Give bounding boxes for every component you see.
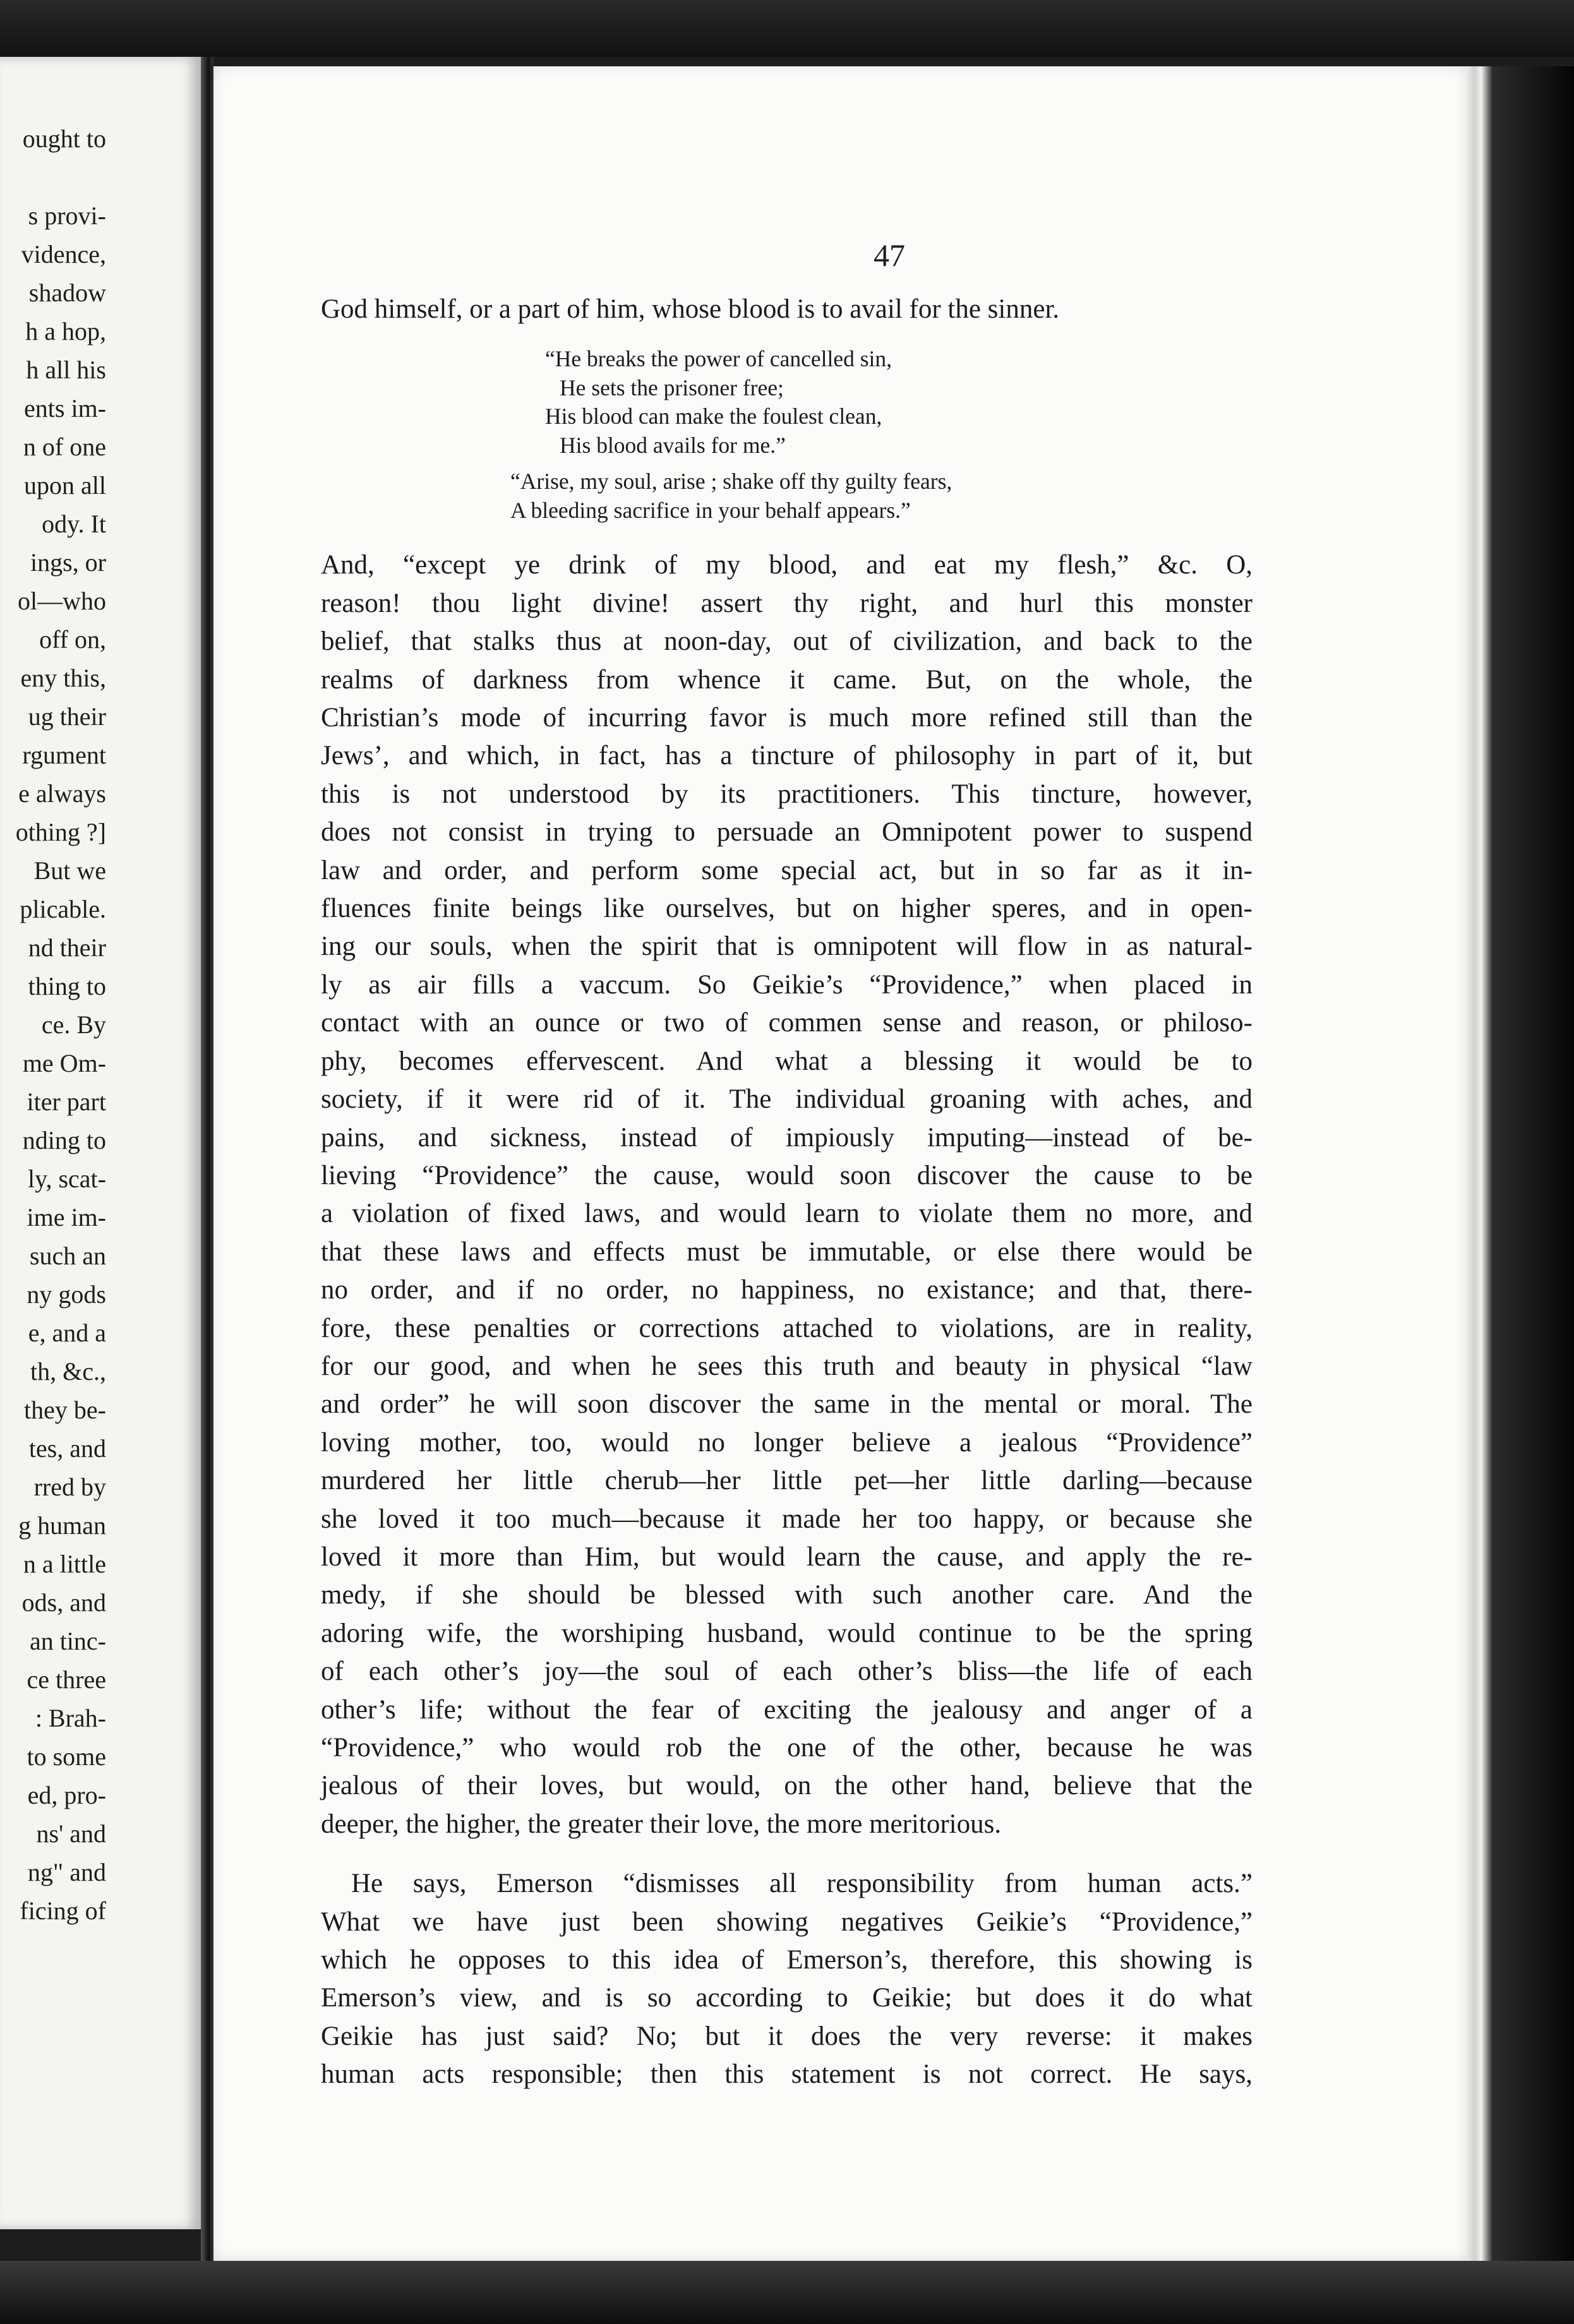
scan-bottom-edge [0, 2261, 1574, 2324]
left-page-fragment: nd their [28, 933, 106, 962]
book-gutter [201, 57, 213, 2267]
left-page-fragment: n of one [23, 433, 106, 461]
text-line: deeper, the higher, the greater their love, the more meritorious. [321, 1809, 1002, 1839]
text-line: of each other’s joy—the soul of each other’s bliss—the life of each [321, 1656, 1253, 1687]
left-page-fragment: ents im- [24, 394, 106, 422]
left-page-fragment: off on, [39, 625, 106, 654]
left-page-fragment: rred by [33, 1473, 106, 1501]
left-page-fragment: ody. It [42, 510, 106, 538]
left-page-fragment: an tinc- [29, 1627, 106, 1655]
left-page-fragment: thing to [28, 972, 106, 1000]
text-line: society, if it were rid of it. The individual groaning with aches, and [321, 1084, 1253, 1115]
paragraph-2 [321, 1865, 1253, 2093]
left-page-fragment: ny gods [27, 1280, 106, 1309]
left-page-fragment: upon all [24, 471, 106, 500]
left-page-fragment: n a little [23, 1550, 106, 1578]
left-page-fragment: ug their [28, 702, 106, 731]
text-line: that these laws and effects must be immutable, or else there would be [321, 1237, 1253, 1267]
left-page-fragment: e always [18, 779, 106, 808]
text-line: does not consist in trying to persuade an Omnipotent power to suspend [321, 817, 1253, 848]
text-line: Geikie has just said? No; but it does the very reverse: it makes [321, 2021, 1253, 2051]
left-page-fragment: th, &c., [30, 1357, 106, 1386]
left-page-fragment: But we [33, 856, 106, 885]
page-stack-edge [1467, 66, 1574, 2324]
text-line: loving mother, too, would no longer believe a jealous “Providence” [321, 1427, 1253, 1458]
left-page-fragment: g human [18, 1511, 106, 1540]
text-line: He says, Emerson “dismisses all responsibility from human acts.” [351, 1869, 1253, 1899]
left-page-fragment: rgument [22, 741, 106, 769]
opening-line: God himself, or a part of him, whose blood is to avail for the sinner. [321, 294, 1060, 324]
left-page-fragment: : Brah- [35, 1704, 106, 1732]
verse-line: He sets the prisoner free; [560, 374, 784, 400]
text-line: Jews’, and which, in fact, has a tincture of philosophy in part of it, but [321, 741, 1253, 771]
text-line: phy, becomes effervescent. And what a blessing it would be to [321, 1046, 1253, 1076]
text-line: other’s life; without the fear of exciting the jealousy and anger of a [321, 1694, 1253, 1725]
left-page-fragment: shadow [28, 279, 106, 307]
left-page-fragment: ly, scat- [27, 1165, 106, 1193]
text-line: contact with an ounce or two of commen sense and reason, or philoso- [321, 1008, 1253, 1038]
text-line: no order, and if no order, no happiness, no existance; and that, there- [321, 1275, 1253, 1305]
left-page-fragment: othing ?] [15, 818, 106, 846]
left-page-fragment: they be- [24, 1396, 106, 1424]
left-page-fragment: ns' and [36, 1819, 106, 1848]
text-line: loved it more than Him, but would learn the cause, and apply the re- [321, 1542, 1253, 1572]
text-line: and order” he will soon discover the same in the mental or moral. The [321, 1389, 1253, 1420]
text-line: What we have just been showing negatives Geikie’s “Providence,” [321, 1907, 1253, 1937]
verse-line: His blood can make the foulest clean, [545, 404, 882, 429]
text-line: reason! thou light divine! assert thy right, and hurl this monster [321, 588, 1253, 618]
text-line: “Providence,” who would rob the one of the other, because he was [321, 1733, 1253, 1763]
text-line: ly as air fills a vaccum. So Geikie’s “Providence,” when placed in [321, 969, 1253, 1000]
scan-top-edge [0, 0, 1574, 57]
verse-line: A bleeding sacrifice in your behalf appears.” [510, 497, 911, 523]
left-page-fragment: such an [29, 1242, 106, 1270]
text-line: fluences finite beings like ourselves, but on higher speres, and in open- [321, 894, 1253, 924]
text-line: murdered her little cherub—her little pet—her little darling—because [321, 1466, 1253, 1496]
hymn-verse [321, 345, 1253, 525]
left-page-fragment: nding to [22, 1126, 106, 1154]
left-page-fragment: ings, or [30, 548, 106, 577]
verse-line: “Arise, my soul, arise ; shake off thy guilty fears, [510, 469, 952, 494]
text-line: Christian’s mode of incurring favor is much more refined still than the [321, 703, 1253, 733]
left-page-fragment: me Om- [22, 1049, 106, 1077]
left-page-fragment: ime im- [27, 1203, 106, 1231]
text-line: ing our souls, when the spirit that is omnipotent will flow in as natural- [321, 931, 1253, 962]
paragraph-1 [321, 546, 1253, 1843]
text-line: for our good, and when he sees this truth and beauty in physical “law [321, 1351, 1253, 1381]
left-page-fragment: ought to [22, 124, 106, 153]
text-line: medy, if she should be blessed with such another care. And the [321, 1580, 1253, 1610]
text-line: Emerson’s view, and is so according to Geikie; but does it do what [321, 1983, 1253, 2013]
text-line: jealous of their loves, but would, on the other hand, believe that the [321, 1771, 1253, 1801]
left-page-fragment: ficing of [20, 1896, 106, 1925]
left-page-fragment: iter part [27, 1087, 106, 1116]
text-line: lieving “Providence” the cause, would soon discover the cause to be [321, 1160, 1253, 1190]
text-line: this is not understood by its practitioners. This tincture, however, [321, 779, 1253, 809]
text-line: law and order, and perform some special act, but in so far as it in- [321, 855, 1253, 885]
text-line: pains, and sickness, instead of impiously imputing—instead of be- [321, 1122, 1253, 1153]
left-page-fragment: ce. By [41, 1010, 106, 1039]
left-page-fragment: to some [27, 1742, 106, 1771]
left-page-fragment: ol—who [18, 587, 106, 615]
verse-line: His blood avails for me.” [560, 432, 786, 458]
text-line: realms of darkness from whence it came. But, on the whole, the [321, 664, 1253, 695]
left-page-fragment: s provi- [28, 201, 106, 230]
left-page-fragment: ed, pro- [27, 1781, 106, 1809]
left-page-fragment: eny this, [20, 664, 106, 692]
left-page-fragment: tes, and [28, 1434, 106, 1463]
left-page-fragment: h all his [26, 356, 106, 384]
text-line: she loved it too much—because it made her too happy, or because she [321, 1504, 1253, 1534]
text-line: fore, these penalties or corrections attached to violations, are in reality, [321, 1313, 1253, 1343]
left-page-fragment: ce three [27, 1665, 106, 1694]
left-page-fragment: plicable. [20, 895, 106, 923]
left-page-fragment: h a hop, [25, 317, 106, 345]
left-page-fragment: vidence, [21, 240, 106, 268]
text-line: a violation of fixed laws, and would learn to violate them no more, and [321, 1199, 1253, 1229]
page-body [321, 290, 1253, 2094]
text-line: human acts responsible; then this statement is not correct. He says, [321, 2059, 1253, 2090]
text-line: belief, that stalks thus at noon-day, out of civilization, and back to the [321, 626, 1253, 657]
left-page-fragment: ng" and [27, 1858, 106, 1886]
left-page [0, 57, 201, 2229]
left-page-fragment: e, and a [28, 1319, 106, 1347]
text-line: adoring wife, the worshiping husband, would continue to be the spring [321, 1618, 1253, 1648]
left-page-fragment: ods, and [21, 1588, 106, 1617]
page-number: 47 [874, 237, 905, 273]
right-page [213, 66, 1467, 2261]
verse-line: “He breaks the power of cancelled sin, [545, 346, 892, 372]
text-line: which he opposes to this idea of Emerson’s, therefore, this showing is [321, 1945, 1253, 1975]
text-line: And, “except ye drink of my blood, and eat my flesh,” &c. O, [321, 550, 1253, 580]
